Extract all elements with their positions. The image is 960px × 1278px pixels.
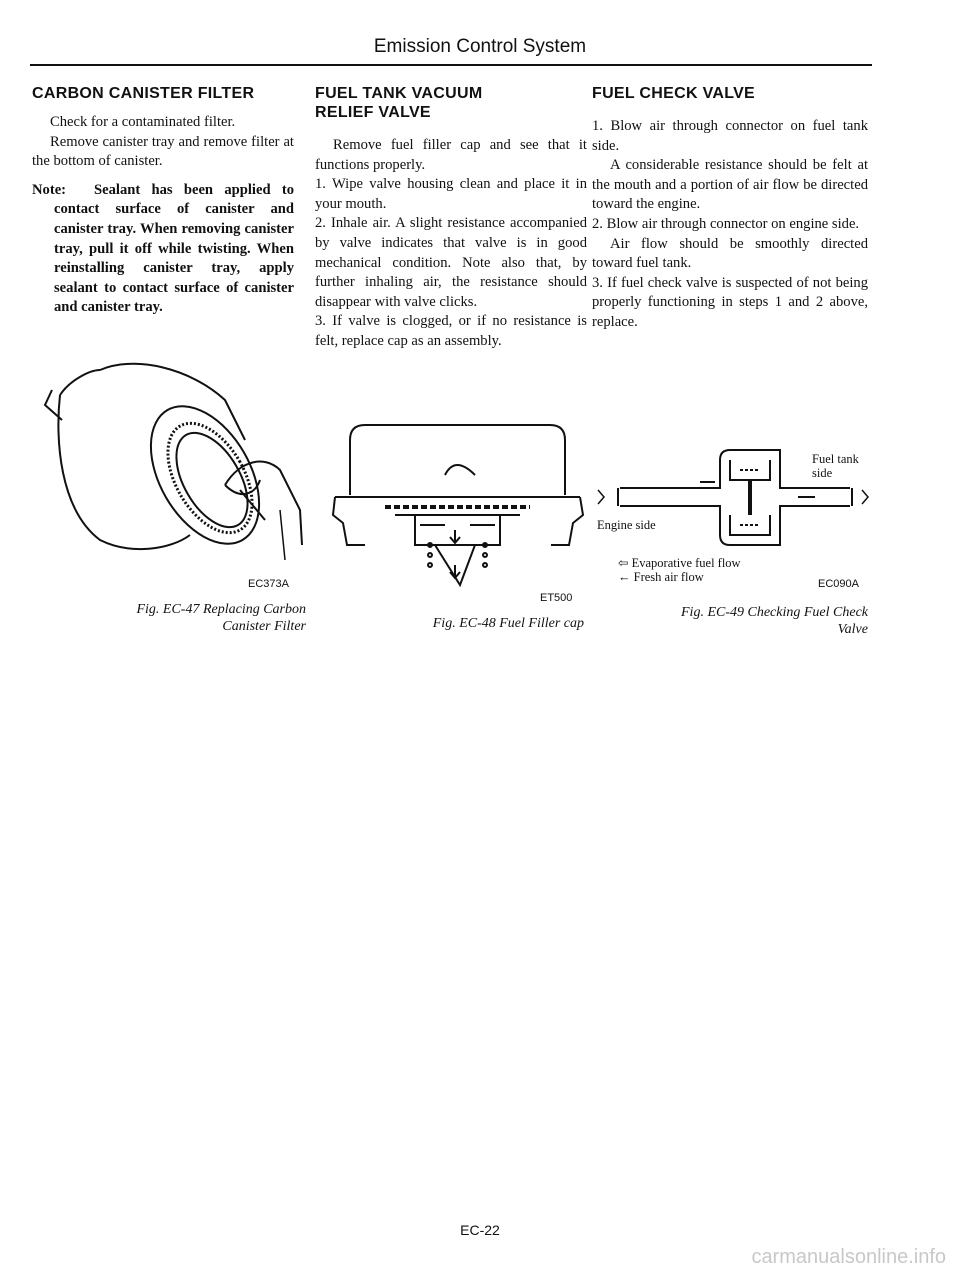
figure-caption — [630, 604, 868, 638]
legend-fresh-air: ← Fresh air flow — [618, 570, 704, 584]
page-header: Emission Control System — [373, 36, 587, 57]
paragraph: Air flow should be smoothly directed toward fuel tank. — [592, 235, 868, 272]
section-heading — [315, 84, 587, 122]
section-heading: FUEL CHECK VALVE — [592, 85, 756, 102]
heading-line: FUEL TANK VACUUM — [315, 85, 483, 102]
paragraph: A considerable resistance should be felt at the mouth and a portion of air flow be directed toward the engine. — [592, 157, 868, 213]
caption-line: Valve — [837, 622, 868, 637]
section-heading: CARBON CANISTER FILTER — [32, 85, 255, 102]
caption-line: Canister Filter — [222, 619, 306, 634]
figure-caption: Fig. EC-48 Fuel Filler cap — [432, 616, 584, 631]
step: 1. Wipe valve housing clean and place it in your mouth. — [315, 176, 587, 212]
caption-line: Fig. EC-49 Checking Fuel Check — [681, 605, 868, 620]
label-engine-side: Engine side — [597, 518, 656, 532]
step: 1. Blow air through connector on fuel tank side. — [592, 118, 868, 154]
figure-caption — [80, 601, 306, 635]
step: 2. Blow air through connector on engine side. — [592, 215, 860, 232]
note-text: Sealant has been applied to contact surface of canister and canister tray. When removing canister tray, pull it off while twisting. When reinstalling canister tray, apply sealant to contact surface of canister and canister tray. — [54, 181, 294, 316]
step: 2. Inhale air. A slight resistance accompanied by valve indicates that valve is in good mechanical condition. Note also that, by further inhaling air, the resistance should disappear with valve clicks. — [315, 215, 587, 310]
legend-evaporative: ⇦ Evaporative fuel flow — [618, 556, 741, 570]
note — [32, 181, 294, 318]
heading-line: RELIEF VALVE — [315, 104, 431, 121]
step: 3. If fuel check valve is suspected of not being properly functioning in steps 1 and 2 above, replace. — [592, 274, 868, 330]
watermark: carmanualsonline.info — [751, 1246, 946, 1268]
figure-code: EC090A — [818, 578, 859, 590]
paragraph: Check for a contaminated filter. — [50, 114, 236, 130]
canister-filter-illustration — [40, 360, 305, 575]
label-line: Fuel tank — [812, 452, 859, 466]
paragraph: Remove fuel filler cap and see that it functions properly. — [315, 137, 587, 173]
fuel-filler-cap-illustration — [325, 415, 595, 590]
note-label: Note: — [32, 181, 67, 198]
column-fuel-check-valve — [592, 84, 868, 333]
figure-code: EC373A — [248, 578, 289, 590]
caption-line: Fig. EC-47 Replacing Carbon — [136, 602, 306, 617]
column-vacuum-relief — [315, 84, 587, 352]
page-number: EC-22 — [460, 1222, 500, 1238]
label-fuel-tank-side — [812, 452, 859, 480]
label-line: side — [812, 466, 833, 480]
paragraph: Remove canister tray and remove filter at the bottom of canister. — [32, 133, 294, 170]
step: 3. If valve is clogged, or if no resistance is felt, replace cap as an assembly. — [315, 313, 587, 349]
figure-code: ET500 — [540, 592, 573, 604]
column-carbon-canister — [32, 84, 294, 318]
header-rule — [30, 64, 872, 66]
